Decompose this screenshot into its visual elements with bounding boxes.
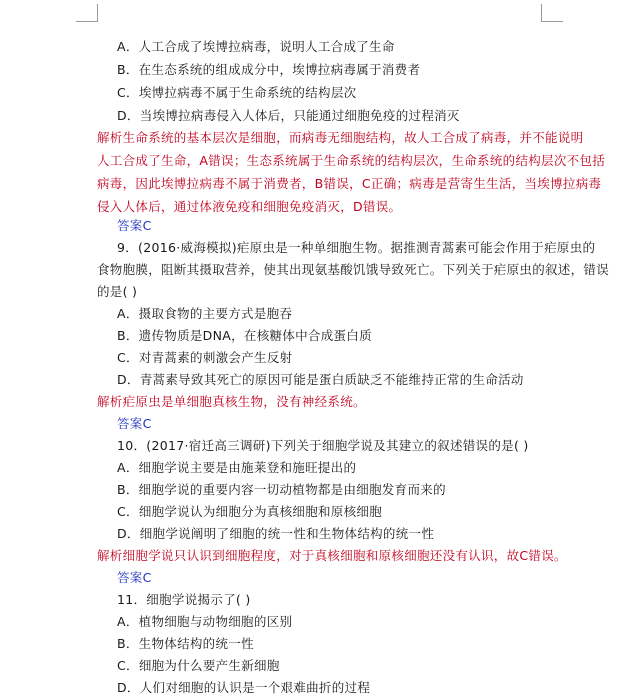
q9-stem-line-3: 的是( ) [97, 284, 138, 299]
q9-answer: 答案C [117, 416, 152, 431]
corner-mark-right-h [541, 21, 563, 22]
q9-option-a: A．摄取食物的主要方式是胞吞 [117, 306, 293, 321]
q11-option-b: B．生物体结构的统一性 [117, 636, 254, 651]
q11-option-c: C．细胞为什么要产生新细胞 [117, 658, 280, 673]
q8-answer: 答案C [117, 218, 152, 233]
q10-explanation: 解析细胞学说只认识到细胞程度，对于真核细胞和原核细胞还没有认识，故C错误。 [97, 548, 567, 563]
corner-mark-right-v [541, 4, 542, 22]
q9-option-c: C．对青蒿素的刺激会产生反射 [117, 350, 293, 365]
q10-option-a: A．细胞学说主要是由施莱登和施旺提出的 [117, 460, 357, 475]
q9-option-d: D．青蒿素导致其死亡的原因可能是蛋白质缺乏不能维持正常的生命活动 [117, 372, 524, 387]
q11-option-d: D．人们对细胞的认识是一个艰难曲折的过程 [117, 680, 371, 695]
q10-answer: 答案C [117, 570, 152, 585]
q10-stem: 10．(2017·宿迁高三调研)下列关于细胞学说及其建立的叙述错误的是( ) [117, 438, 529, 453]
q10-option-c: C．细胞学说认为细胞分为真核细胞和原核细胞 [117, 504, 383, 519]
q8-option-b: B．在生态系统的组成成分中，埃博拉病毒属于消费者 [117, 62, 421, 77]
q9-stem-line-2: 食物胞膜，阻断其摄取营养，使其出现氨基酸饥饿导致死亡。下列关于疟原虫的叙述，错误 [97, 262, 610, 277]
q9-stem-line-1: 9．(2016·威海模拟)疟原虫是一种单细胞生物。据推测青蒿素可能会作用于疟原虫的 [117, 240, 596, 255]
q11-option-a: A．植物细胞与动物细胞的区别 [117, 614, 293, 629]
q8-explanation-line-2: 人工合成了生命，A错误；生态系统属于生命系统的结构层次，生命系统的结构层次不包括 [97, 153, 606, 168]
q8-explanation-line-1: 解析生命系统的基本层次是细胞，而病毒无细胞结构，故人工合成了病毒，并不能说明 [97, 130, 584, 145]
q8-explanation-line-4: 侵入人体后，通过体液免疫和细胞免疫消灭，D错误。 [97, 199, 402, 214]
q10-option-d: D．细胞学说阐明了细胞的统一性和生物体结构的统一性 [117, 526, 435, 541]
q8-option-a: A．人工合成了埃博拉病毒，说明人工合成了生命 [117, 39, 395, 54]
q8-option-c: C．埃博拉病毒不属于生命系统的结构层次 [117, 85, 357, 100]
q8-option-d: D．当埃博拉病毒侵入人体后，只能通过细胞免疫的过程消灭 [117, 108, 460, 123]
q8-explanation-line-3: 病毒，因此埃博拉病毒不属于消费者，B错误，C正确；病毒是营寄生生活，当埃博拉病毒 [97, 176, 602, 191]
q11-stem: 11．细胞学说揭示了( ) [117, 592, 251, 607]
q9-option-b: B．遗传物质是DNA，在核糖体中合成蛋白质 [117, 328, 372, 343]
corner-mark-left-v [97, 4, 98, 22]
q9-explanation: 解析疟原虫是单细胞真核生物，没有神经系统。 [97, 394, 366, 409]
q10-option-b: B．细胞学说的重要内容一切动植物都是由细胞发育而来的 [117, 482, 446, 497]
corner-mark-left-h [76, 21, 98, 22]
